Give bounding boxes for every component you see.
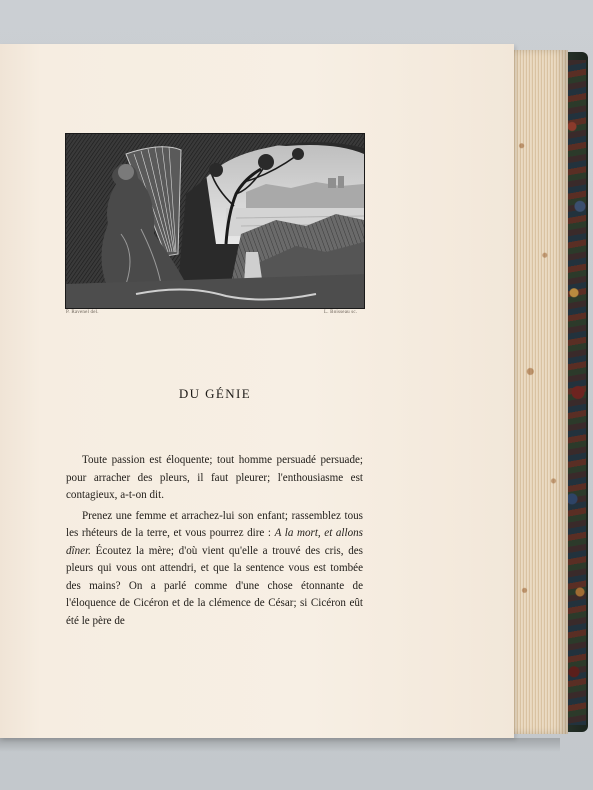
body-text: [66, 452, 363, 630]
page-block-edge: [510, 50, 568, 734]
paragraph-2-italic: A la mort, et allons dîner.: [66, 527, 363, 557]
chapter-title: DU GÉNIE: [178, 386, 252, 401]
engraving-illustration: [65, 133, 365, 309]
paragraph-2: [66, 508, 363, 631]
engraving-credit-right: L. Boisseau sc.: [324, 310, 358, 315]
paragraph-2-before: Prenez une femme et arrachez-lui son enfant; rassemblez tous les rhéteurs de la terre, et vous pourrez dire :: [66, 509, 363, 539]
paragraph-1: Toute passion est éloquente; tout homme persuadé persuade; pour arracher des pleurs, il faut pleurer; l'enthousiasme est contagieux, a-t-on dit.: [66, 454, 363, 501]
page-shadow: [0, 738, 560, 752]
engraving-credit-left: P. Ravenel del.: [66, 310, 99, 315]
paragraph-2-after: Écoutez la mère; d'où vient qu'elle a trouvé des cris, des pleurs qui vous ont attendri, et que la sentence vous est tombée des mains? On a parlé comme d'une chose étonnante de l'éloquence de Cicéron et de la clémence de César; si Cicéron eût été le père de: [66, 544, 363, 627]
marbled-endpaper: [566, 60, 586, 725]
